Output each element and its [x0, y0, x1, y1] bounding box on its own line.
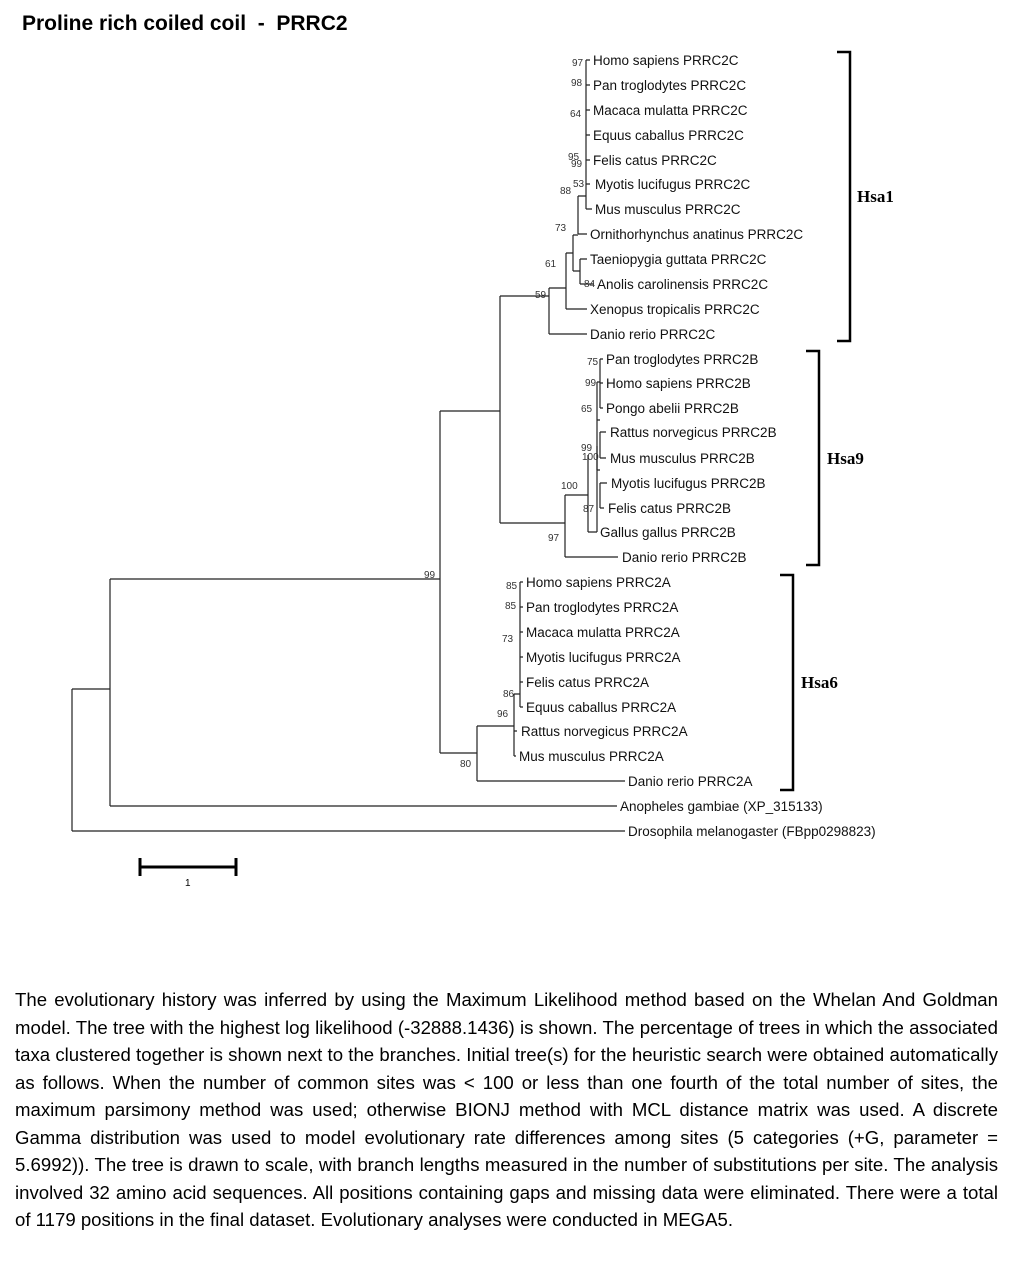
bootstrap-value: 99 [571, 159, 583, 170]
bootstrap-value: 64 [570, 109, 582, 120]
bootstrap-value: 87 [583, 504, 595, 515]
bootstrap-value: 100 [582, 452, 599, 463]
taxon-label: Pan troglodytes PRRC2B [606, 352, 759, 367]
clade-bracket-hsa9 [806, 351, 819, 565]
bootstrap-value: 99 [585, 378, 597, 389]
taxon-label: Drosophila melanogaster (FBpp0298823) [628, 824, 876, 839]
tree-branches [72, 60, 625, 831]
taxon-labels [519, 53, 876, 839]
taxon-label: Danio rerio PRRC2C [590, 327, 716, 342]
taxon-label: Anolis carolinensis PRRC2C [597, 277, 769, 292]
taxon-label: Macaca mulatta PRRC2A [526, 625, 680, 640]
bootstrap-value: 88 [560, 186, 572, 197]
bootstrap-value: 99 [424, 570, 436, 581]
bootstrap-value: 59 [535, 290, 547, 301]
bootstrap-value: 84 [584, 279, 596, 290]
scale-bar [140, 858, 236, 889]
bootstrap-value: 85 [505, 601, 517, 612]
taxon-label: Felis catus PRRC2B [608, 501, 732, 516]
clade-bracket-hsa1 [837, 52, 850, 341]
taxon-label: Pan troglodytes PRRC2A [526, 600, 679, 615]
bootstrap-value: 86 [503, 689, 515, 700]
taxon-label: Myotis lucifugus PRRC2A [526, 650, 681, 665]
taxon-label: Mus musculus PRRC2B [610, 451, 755, 466]
figure-title: Proline rich coiled coil - PRRC2 [22, 12, 348, 35]
taxon-label: Homo sapiens PRRC2A [526, 575, 671, 590]
taxon-label: Ornithorhynchus anatinus PRRC2C [590, 227, 804, 242]
taxon-label: Equus caballus PRRC2A [526, 700, 677, 715]
taxon-label: Danio rerio PRRC2A [628, 774, 753, 789]
taxon-label: Equus caballus PRRC2C [593, 128, 744, 143]
bootstrap-value: 97 [572, 58, 584, 69]
taxon-label: Pan troglodytes PRRC2C [593, 78, 747, 93]
taxon-label: Taeniopygia guttata PRRC2C [590, 252, 767, 267]
taxon-label: Rattus norvegicus PRRC2B [610, 425, 777, 440]
bootstrap-value: 73 [555, 223, 567, 234]
scale-bar-label: 1 [185, 878, 191, 889]
clade-label-hsa1: Hsa1 [857, 187, 894, 206]
bootstrap-value: 95 [568, 152, 580, 163]
bootstrap-value: 75 [587, 357, 599, 368]
taxon-label: Mus musculus PRRC2C [595, 202, 741, 217]
bootstrap-value: 61 [545, 259, 557, 270]
bootstrap-value: 97 [548, 533, 560, 544]
figure-caption: The evolutionary history was inferred by using the Maximum Likelihood method based on the Whelan And Goldman model. The tree with the highest log likelihood (-32888.1436) is shown. The percentage of trees in which the associated taxa clustered together is shown next to the branches. Initial tree(s) for the heuristic search were obtained automatically as follows. When the number of common sites was < 100 or less than one fourth of the total number of sites, the maximum parsimony method was used; otherwise BIONJ method with MCL distance matrix was used. A discrete Gamma distribution was used to model evolutionary rate differences among sites (5 categories (+G, parameter = 5.6992)). The tree is drawn to scale, with branch lengths measured in the number of substitutions per site. The analysis involved 32 amino acid sequences. All positions containing gaps and missing data were eliminated. There were a total of 1179 positions in the final dataset. Evolutionary analyses were conducted in MEGA5. [15, 989, 998, 1230]
bootstrap-value: 65 [581, 404, 593, 415]
taxon-label: Xenopus tropicalis PRRC2C [590, 302, 760, 317]
clade-label-hsa6: Hsa6 [801, 673, 838, 692]
bootstrap-value: 96 [497, 709, 509, 720]
taxon-label: Felis catus PRRC2A [526, 675, 650, 690]
taxon-label: Macaca mulatta PRRC2C [593, 103, 748, 118]
taxon-label: Felis catus PRRC2C [593, 153, 717, 168]
taxon-label: Danio rerio PRRC2B [622, 550, 747, 565]
bootstrap-value: 73 [502, 634, 514, 645]
taxon-label: Myotis lucifugus PRRC2C [595, 177, 751, 192]
bootstrap-value: 53 [573, 179, 585, 190]
clade-brackets [780, 52, 894, 790]
clade-bracket-hsa6 [780, 575, 793, 790]
taxon-label: Mus musculus PRRC2A [519, 749, 664, 764]
bootstrap-value: 100 [561, 481, 578, 492]
taxon-label: Pongo abelii PRRC2B [606, 401, 739, 416]
taxon-label: Homo sapiens PRRC2B [606, 376, 751, 391]
bootstrap-value: 98 [571, 78, 583, 89]
taxon-label: Anopheles gambiae (XP_315133) [620, 799, 823, 814]
bootstrap-value: 85 [506, 581, 518, 592]
taxon-label: Homo sapiens PRRC2C [593, 53, 739, 68]
bootstrap-value: 99 [581, 443, 593, 454]
taxon-label: Rattus norvegicus PRRC2A [521, 724, 688, 739]
taxon-label: Gallus gallus PRRC2B [600, 525, 736, 540]
bootstrap-value: 80 [460, 759, 472, 770]
clade-label-hsa9: Hsa9 [827, 449, 864, 468]
taxon-label: Myotis lucifugus PRRC2B [611, 476, 766, 491]
